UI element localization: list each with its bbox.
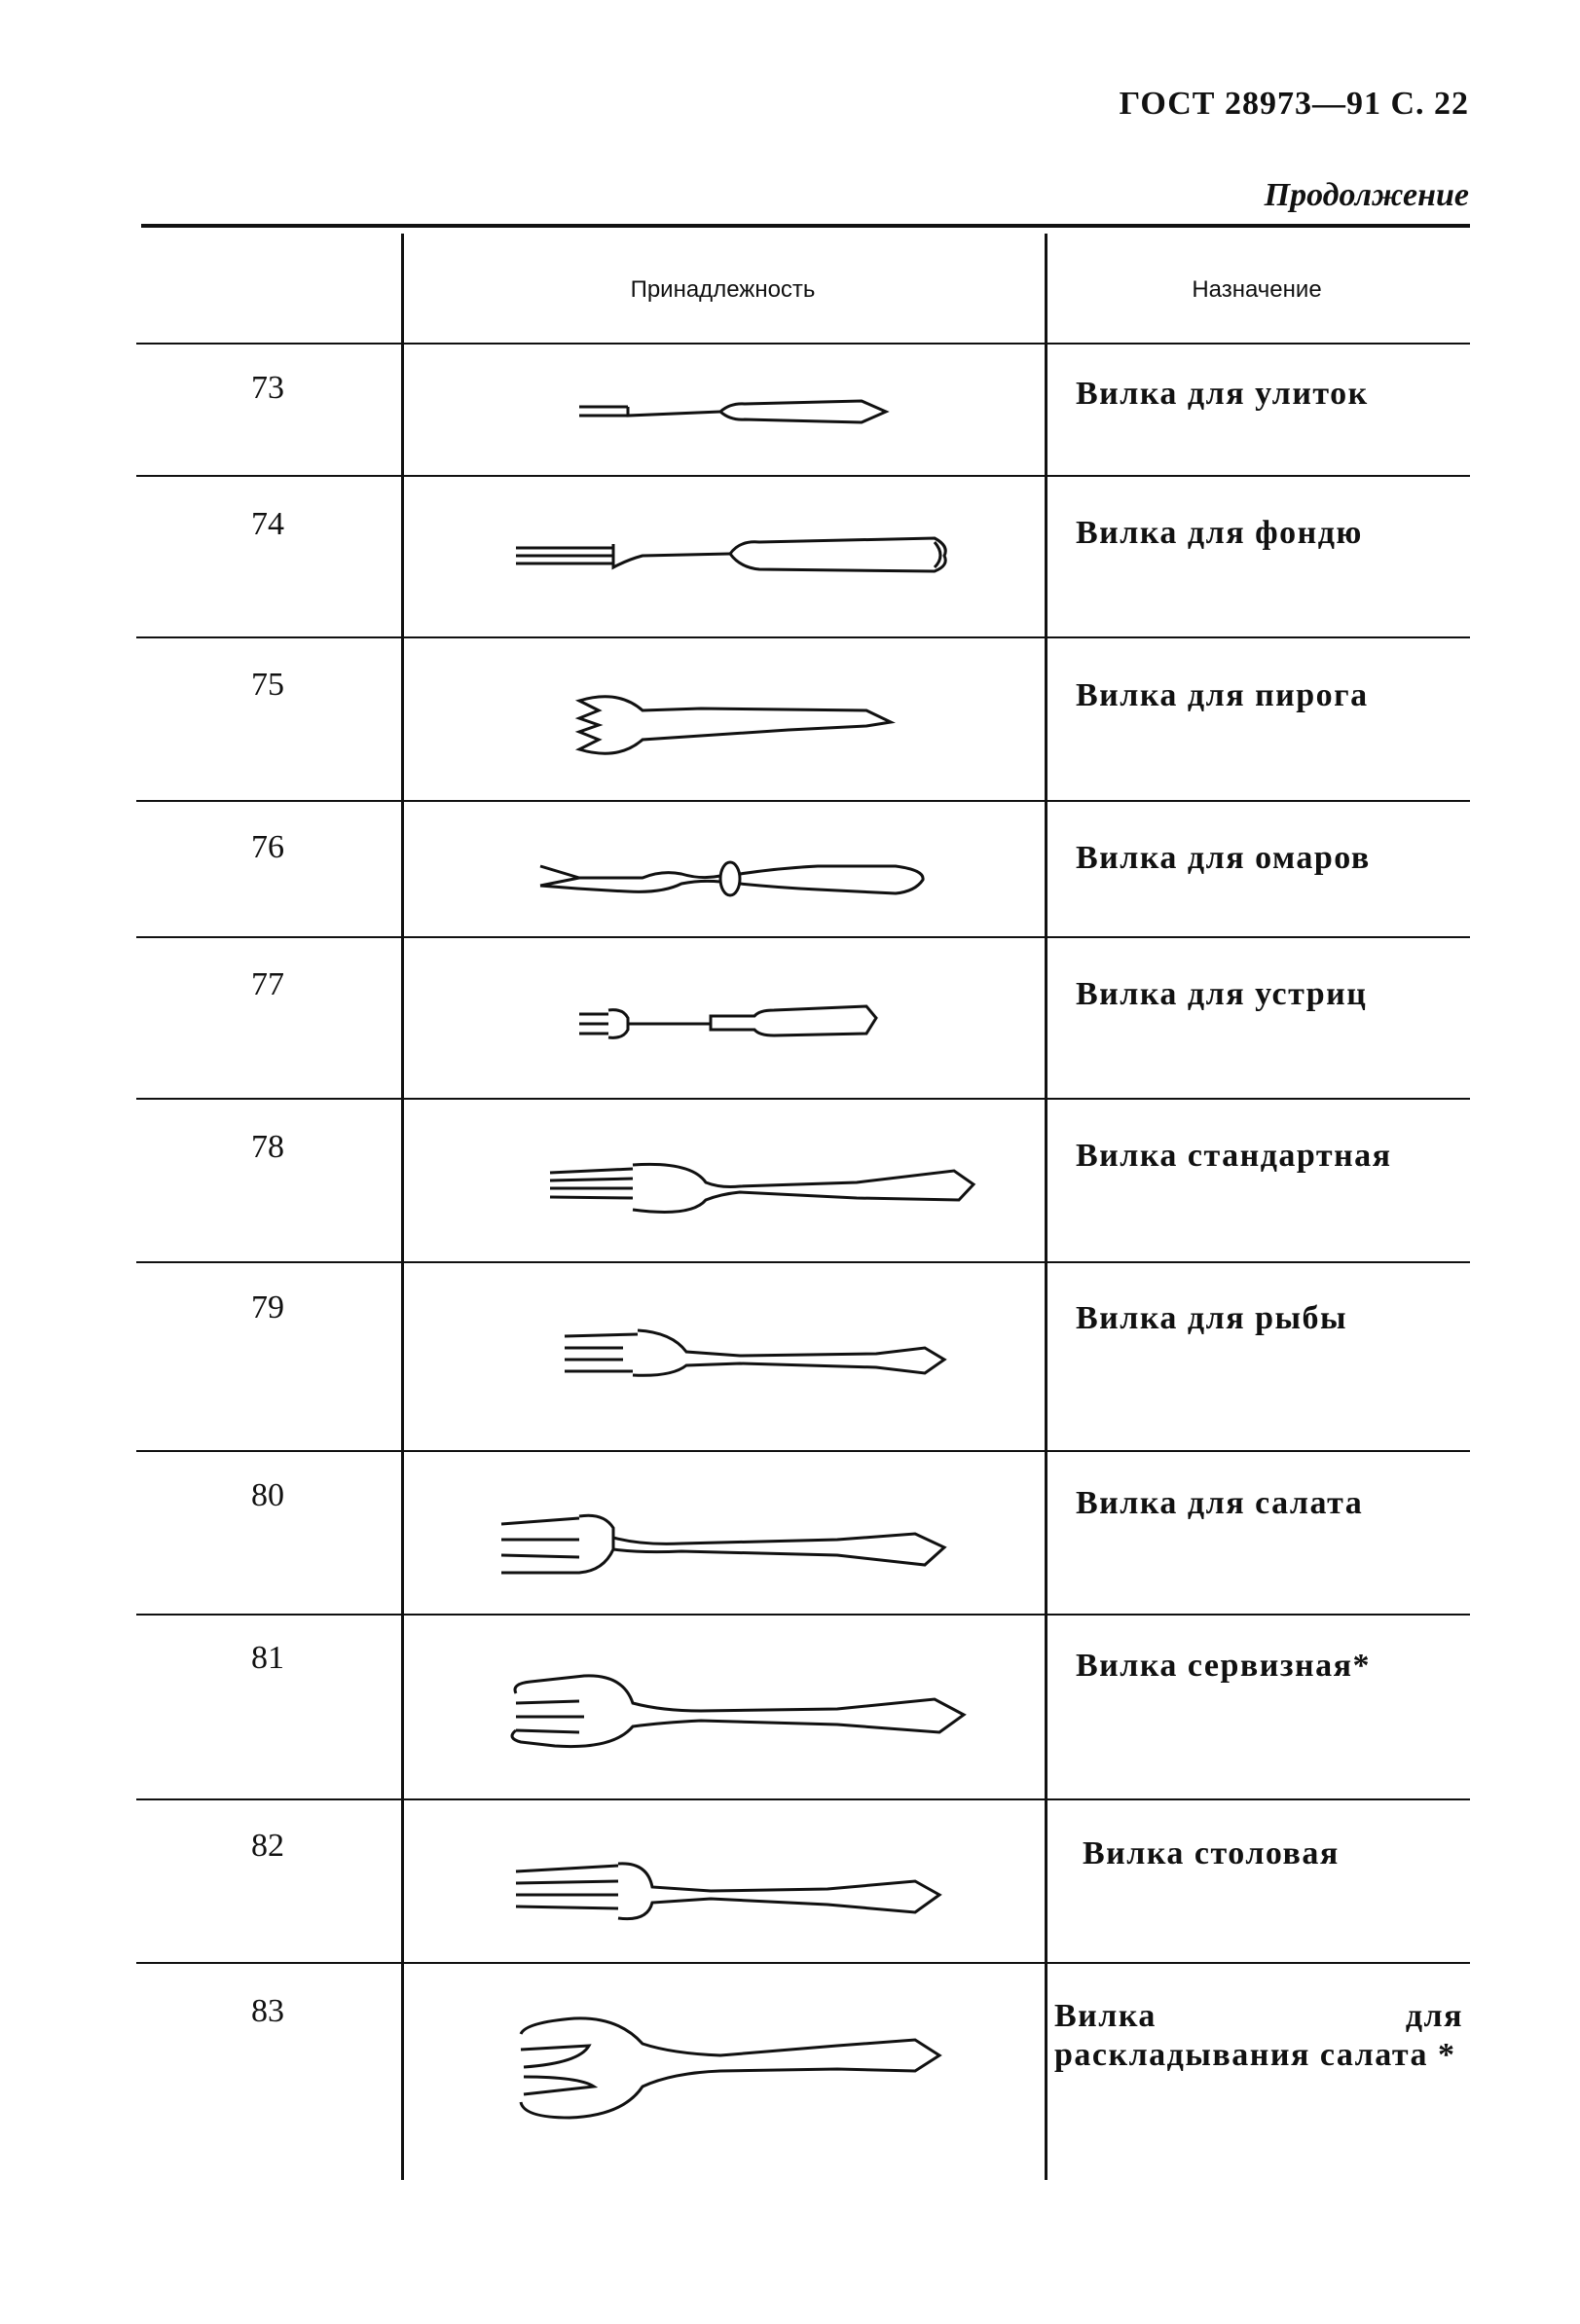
row-number: 78 [251, 1129, 284, 1165]
serving-fork-icon [409, 1654, 1042, 1761]
row-rule [136, 800, 1470, 802]
row-purpose: Вилка для раскладывания салата * [1054, 1998, 1463, 2073]
row-rule [136, 1098, 1470, 1100]
row-purpose: Вилка для пирога [1076, 677, 1369, 713]
row-rule [136, 1798, 1470, 1800]
column-header-number [141, 271, 399, 309]
row-purpose: Вилка столовая [1083, 1835, 1340, 1871]
standard-fork-icon [409, 1144, 1042, 1231]
row-purpose: Вилка для салата [1076, 1485, 1364, 1521]
row-number: 77 [251, 966, 284, 1002]
row-number: 76 [251, 829, 284, 865]
row-number: 79 [251, 1289, 284, 1325]
row-purpose: Вилка стандартная [1076, 1138, 1392, 1174]
lobster-fork-icon [409, 847, 1042, 915]
row-rule [136, 1962, 1470, 1964]
row-rule [136, 1450, 1470, 1452]
row-rule [136, 636, 1470, 638]
row-purpose: Вилка для фондю [1076, 515, 1363, 551]
row-purpose: Вилка для устриц [1076, 976, 1368, 1012]
header-rule [136, 343, 1470, 345]
table-fork-icon [409, 1844, 1042, 1942]
row-rule [136, 475, 1470, 477]
row-number: 81 [251, 1640, 284, 1676]
salad-fork-icon [409, 1489, 1042, 1596]
row-purpose: Вилка сервизная* [1076, 1648, 1372, 1684]
row-number: 73 [251, 370, 284, 406]
document-reference: ГОСТ 28973—91 С. 22 [1119, 86, 1469, 122]
column-header-item: Принадлежность [630, 276, 816, 303]
row-purpose: Вилка для улиток [1076, 376, 1369, 412]
continuation-label: Продолжение [1264, 177, 1469, 213]
row-purpose: Вилка для омаров [1076, 840, 1371, 876]
fish-fork-icon [409, 1309, 1042, 1397]
row-number: 83 [251, 1993, 284, 2029]
snail-fork-icon [409, 380, 1042, 438]
pie-fork-icon [409, 681, 1042, 769]
row-number: 74 [251, 506, 284, 542]
row-number: 80 [251, 1477, 284, 1513]
row-rule [136, 936, 1470, 938]
table-top-rule [141, 224, 1470, 228]
fondue-fork-icon [409, 521, 1042, 589]
column-divider-right [1045, 234, 1047, 2180]
row-number: 82 [251, 1828, 284, 1864]
column-divider-left [401, 234, 404, 2180]
oyster-fork-icon [409, 985, 1042, 1063]
row-purpose: Вилка для рыбы [1076, 1300, 1348, 1336]
row-rule [136, 1261, 1470, 1263]
row-rule [136, 1614, 1470, 1616]
salad-serving-fork-icon [409, 2005, 1042, 2131]
row-number: 75 [251, 667, 284, 703]
column-header-purpose: Назначение [1192, 276, 1322, 303]
